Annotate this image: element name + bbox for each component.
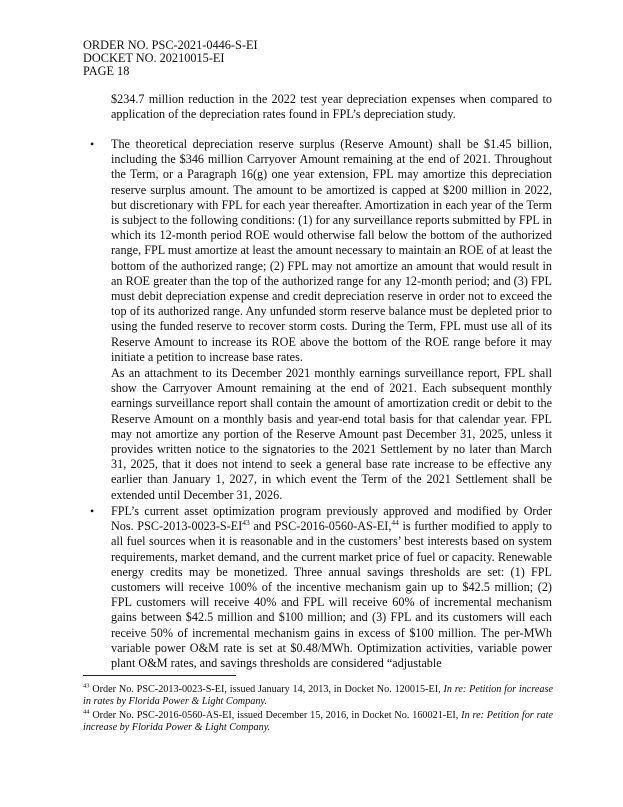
- asset-text-b: and PSC-2016-0560-AS-EI,: [249, 519, 392, 534]
- order-number: ORDER NO. PSC-2021-0446-S-EI: [83, 38, 258, 52]
- reserve-amount-paragraph: The theoretical depreciation reserve surplus (Reserve Amount) shall be $1.45 billion, including the $346 million Carryover Amount remaining at the end of 2021. Throughout the Term, or a Paragraph 16(g) one year extension, FPL may amortize this depreciation reserve surplus amount. The amount to be amortized is capped at $200 million in 2022, but discretionary with FPL for each year thereafter. Amortization in each year of the Term is subject to the following conditions: (1) for any surveillance reports submitted by FPL in which its 12-month period ROE would otherwise fall below the bottom of the authorized range, FPL must amortize at least the amount necessary to maintain an ROE of at least the bottom of the authorized range; (2) FPL may not amortize an amount that would result in an ROE greater than the top of the authorized range for any 12-month period; and (3) FPL must debit depreciation expense and credit depreciation reserve in order not to exceed the top of its authorized range. Any unfunded storm reserve balance must be depleted prior to using the funded reserve to recover storm costs. During the Term, FPL must use all of its Reserve Amount to increase its ROE above the bottom of the ROE range before it may initiate a petition to increase base rates.: [111, 137, 552, 364]
- footnote-case-title: In re: Petition for increase in rates by Florida Power & Light Company.: [83, 684, 553, 707]
- asset-optimization-paragraph: [111, 504, 552, 671]
- asset-text-a: FPL’s current asset optimization program previously approved and modified by Order Nos. PSC-2013-0023-S-EI: [111, 504, 552, 534]
- footnote-number: 44: [83, 708, 90, 716]
- footnote-text: Order No. PSC-2013-0023-S-EI, issued January 14, 2013, in Docket No. 120015-EI,: [89, 684, 444, 695]
- footnote-44: [83, 710, 553, 734]
- footnote-case-title: In re: Petition for rate increase by Florida Power & Light Company.: [83, 710, 553, 733]
- page-header: [83, 39, 258, 79]
- intro-paragraph: $234.7 million reduction in the 2022 test year depreciation expenses when compared to application of the depreciation rates found in FPL’s depreciation study.: [111, 92, 552, 122]
- footnote-text: Order No. PSC-2016-0560-AS-EI, issued December 15, 2016, in Docket No. 160021-EI,: [89, 710, 462, 721]
- asset-text-c: is further modified to apply to all fuel sources when it is reasonable and in the customers’ best interests based on system requirements, market demand, and the current market price of fuel or capacity. Renewable energy credits may be monetized. Three annual savings thresholds are set: (1) FPL customers will receive 100% of the incentive mechanism gain up to $42.5 million; (2) FPL customers will receive 40% and FPL will receive 60% of incremental mechanism gains between $42.5 million and $100 million; and (3) FPL and its customers will each receive 50% of incremental mechanism gains in excess of $100 million. The per-MWh variable power O&M rate is set at $0.48/MWh. Optimization activities, variable power plant O&M rates, and savings thresholds are considered “adjustable: [111, 519, 552, 671]
- bullet-reserve-icon: •: [90, 137, 95, 151]
- bullet-asset-icon: •: [90, 504, 95, 518]
- page-number: PAGE 18: [83, 64, 130, 79]
- footnote-ref-43[interactable]: 43: [242, 518, 250, 528]
- footnote-ref-44[interactable]: 44: [391, 518, 399, 528]
- attachment-paragraph: As an attachment to its December 2021 monthly earnings surveillance report, FPL shall show the Carryover Amount remaining at the end of 2021. Each subsequent monthly earnings surveillance report shall contain the amount of amortization credit or debit to the Reserve Amount on a monthly basis and year-end total basis for that calendar year. FPL may not amortize any portion of the Reserve Amount past December 31, 2025, unless it provides written notice to the signatories to the 2021 Settlement by no later than March 31, 2025, that it does not intend to seek a general base rate increase to be effective any earlier than January 1, 2027, in which event the Term of the 2021 Settlement shall be extended until December 31, 2026.: [111, 366, 552, 502]
- footnote-divider: [83, 675, 236, 676]
- footnote-43: [83, 684, 553, 708]
- footnote-number: 43: [83, 682, 90, 690]
- docket-number: DOCKET NO. 20210015-EI: [83, 51, 225, 66]
